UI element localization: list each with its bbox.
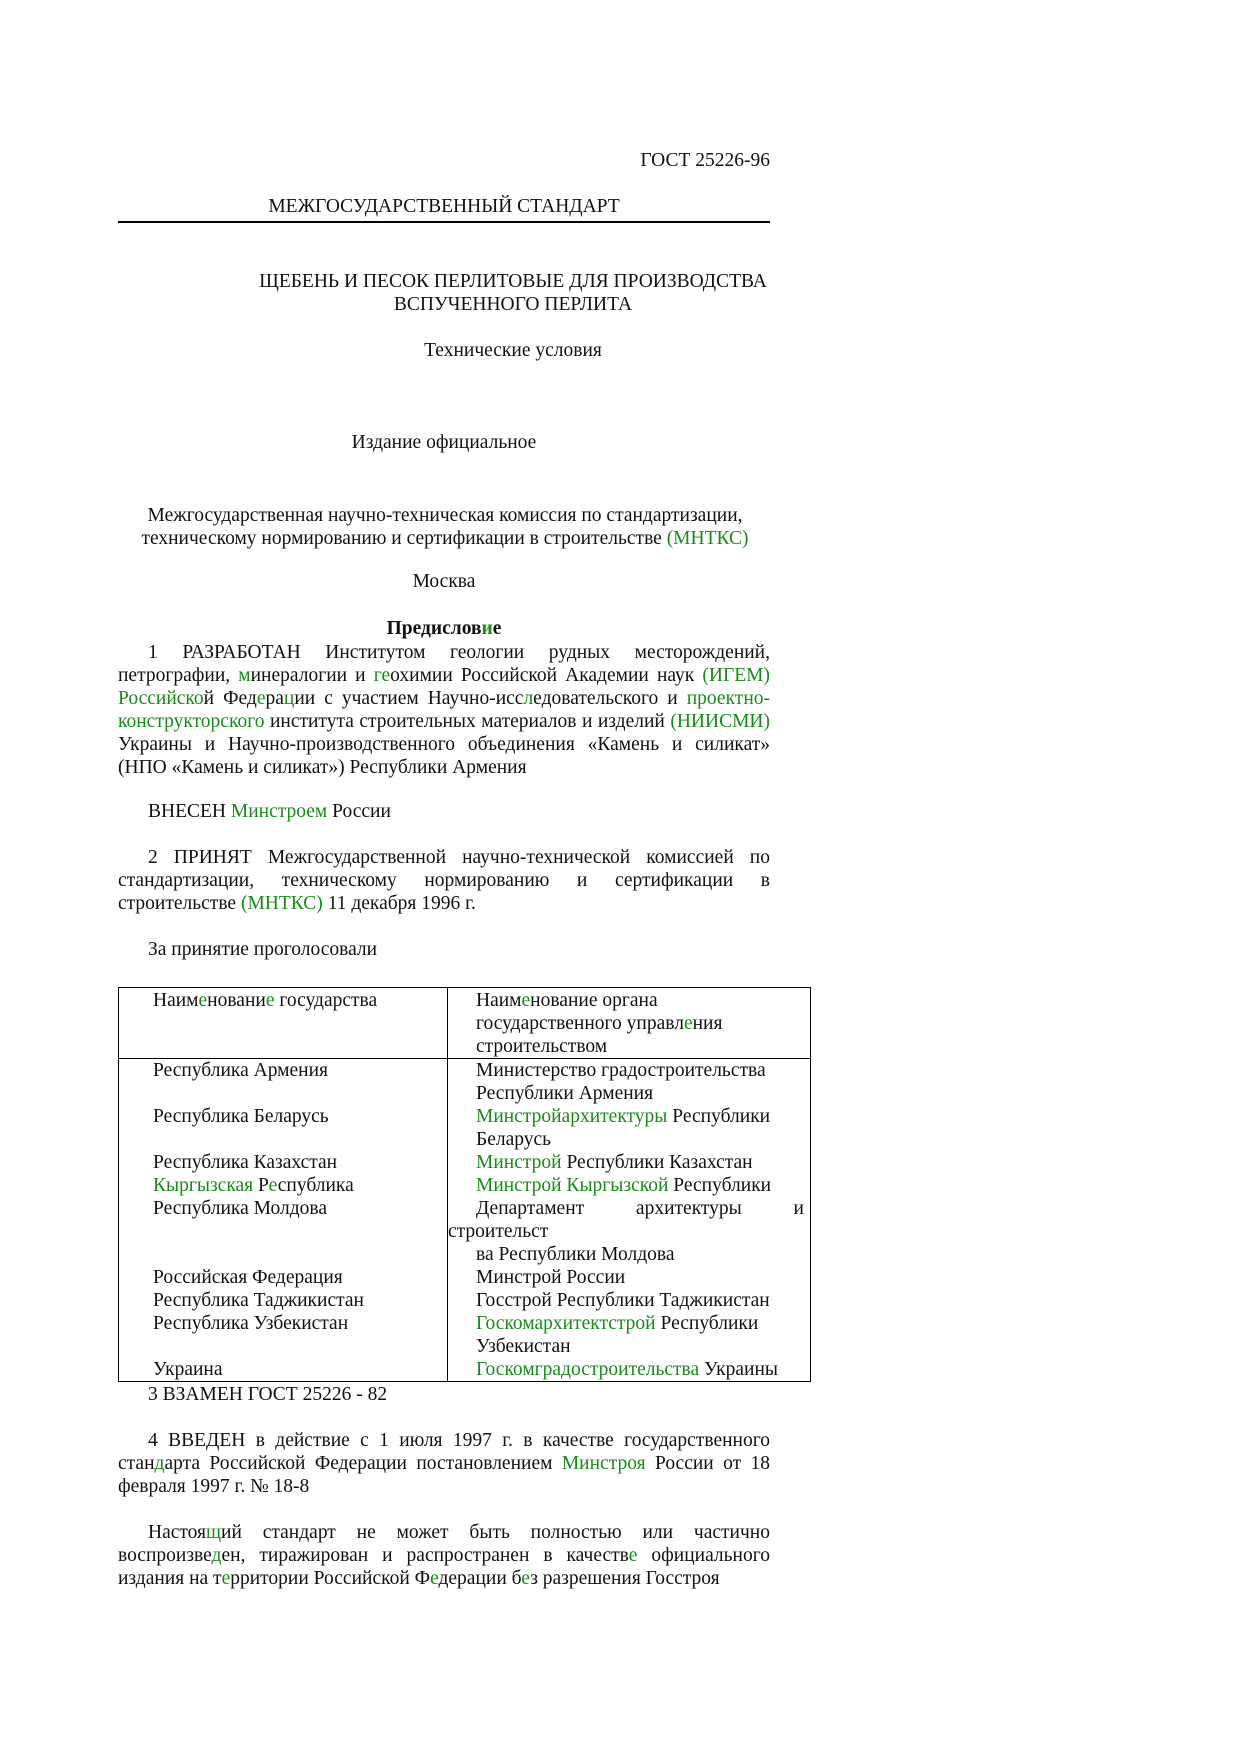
country-cell: Республика Казахстан [119, 1151, 448, 1174]
item-4-introduced: 4 ВВЕДЕН в действие с 1 июля 1997 г. в качестве государственного стандарта Российской Федерации постановлением Минстроя России от 18 февраля 1997 г. № 18-8 [118, 1430, 771, 1497]
foreword-vnesen: ВНЕСЕН Минстроем России [148, 801, 391, 822]
document-title [118, 270, 908, 316]
organ-cell: Минстройархитектуры Республики Беларусь [476, 1106, 771, 1150]
title-line-2: ВСПУЧЕННОГО ПЕРЛИТА [393, 294, 633, 315]
organ-cell: Минстрой России [476, 1267, 626, 1288]
country-cell: Республика Молдова [119, 1197, 448, 1266]
standard-type: МЕЖГОСУДАРСТВЕННЫЙ СТАНДАРТ [268, 196, 620, 217]
header-rule [118, 221, 770, 223]
gost-number: ГОСТ 25226-96 [640, 150, 770, 171]
foreword-voted: За принятие проголосовали [148, 939, 378, 960]
organ-cell: Госкомградостроительства Украины [476, 1359, 778, 1380]
foreword-item-2: 2 ПРИНЯТ Межгосударственной научно-технической комиссией по стандартизации, техническому нормированию и сертификации в строительстве (МНТКС) 11 декабря 1996 г. [118, 847, 770, 914]
country-cell: Украина [119, 1358, 448, 1382]
table-header-country: Наименование государства [119, 988, 448, 1059]
reproduction-notice: Настоящий стандарт не может быть полностью или частично воспроизведен, тиражирован и распространен в качестве официального издания на территории Российской Федерации без разрешения Госстроя [118, 1522, 770, 1589]
publisher-line-1: Межгосударственная научно-техническая комиссия по стандартизации, [147, 505, 743, 526]
country-cell: Республика Таджикистан [119, 1289, 448, 1312]
table-row [119, 1289, 811, 1312]
publisher [100, 504, 790, 550]
table-row [119, 1197, 811, 1266]
organ-cell: Минстрой Кыргызской Республики [476, 1175, 772, 1196]
organ-cell: Департамент архитектуры и строительст ва Республики Молдова [448, 1198, 804, 1265]
table-row [119, 1266, 811, 1289]
voting-table [118, 987, 811, 1382]
organ-cell: Минстрой Республики Казахстан [476, 1152, 753, 1173]
document-subtitle: Технические условия [424, 340, 602, 361]
foreword-heading: Предисловие [386, 618, 502, 639]
organ-cell: Министерство градостроительства Республики Армения [476, 1060, 766, 1104]
foreword-item-1: 1 РАЗРАБОТАН Институтом геологии рудных месторождений, петрографии, минералогии и геохимии Российской Академии наук (ИГЕМ) Российской Федерации с участием Научно-исследовательского и проектно-конструкторского института строительных материалов и изделий (НИИСМИ) Украины и Научно-производственного объединения «Камень и силикат» (НПО «Камень и силикат») Республики Армения [118, 642, 770, 778]
publisher-city: Москва [412, 571, 476, 592]
publisher-line-2: техническому нормированию и сертификации в строительстве (МНТКС) [141, 528, 749, 549]
table-header-organ: Наименование органа государственного управления строительством [448, 988, 811, 1059]
country-cell: Кыргызская Республика [119, 1174, 448, 1197]
organ-cell: Госстрой Республики Таджикистан [476, 1290, 770, 1311]
organ-cell: Госкомархитектстрой Республики Узбекистан [476, 1313, 759, 1357]
table-row [119, 1151, 811, 1174]
country-cell: Республика Беларусь [119, 1105, 448, 1151]
item-3-replaces: 3 ВЗАМЕН ГОСТ 25226 - 82 [148, 1384, 388, 1405]
country-cell: Российская Федерация [119, 1266, 448, 1289]
country-cell: Республика Узбекистан [119, 1312, 448, 1358]
table-row [119, 1059, 811, 1106]
edition-label: Издание официальное [351, 432, 537, 453]
table-row [119, 1358, 811, 1382]
table-header-row [119, 988, 811, 1059]
table-row [119, 1174, 811, 1197]
title-line-1: ЩЕБЕНЬ И ПЕСОК ПЕРЛИТОВЫЕ ДЛЯ ПРОИЗВОДСТВА [259, 271, 767, 292]
country-cell: Республика Армения [119, 1059, 448, 1106]
table-row [119, 1105, 811, 1151]
table-row [119, 1312, 811, 1358]
